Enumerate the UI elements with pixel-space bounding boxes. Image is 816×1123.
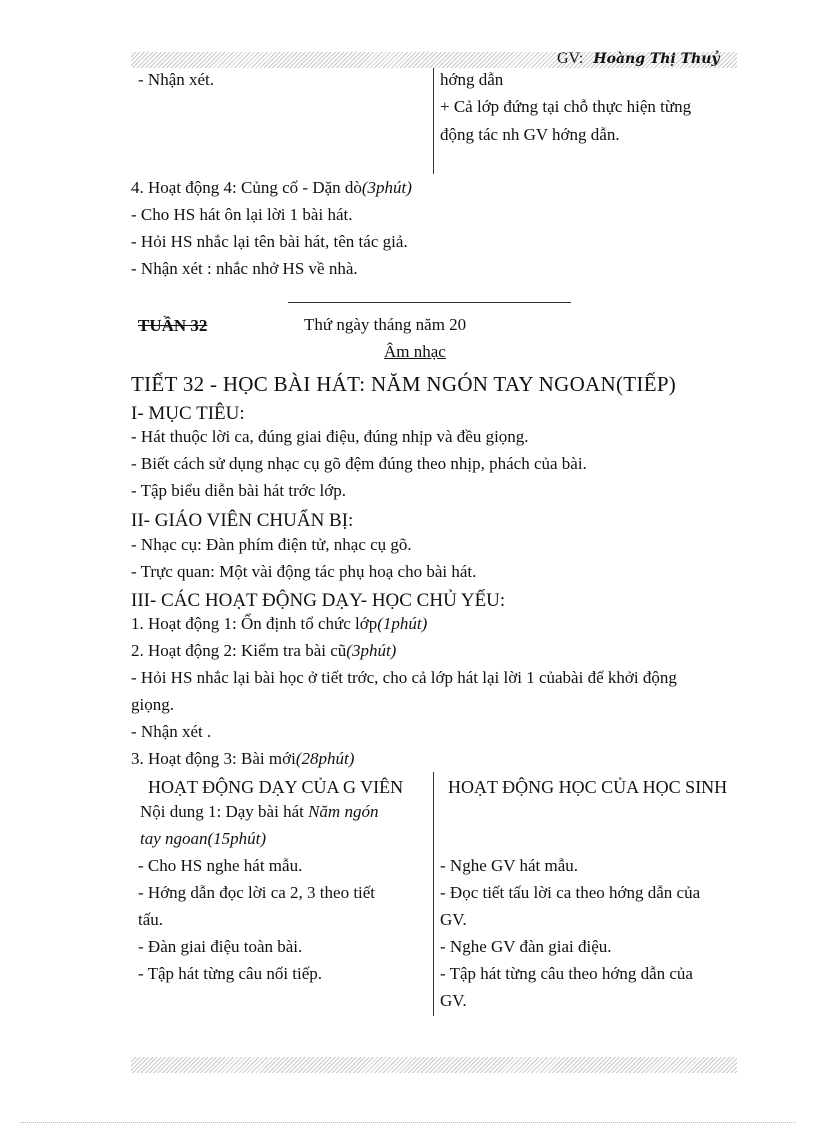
content-1-song: Năm ngón [308, 802, 379, 821]
section1-item-2: - Biết cách sử dụng nhạc cụ gõ đệm đúng theo nhịp, phách của bài. [131, 454, 587, 473]
table-row-3-right: - Nghe GV đàn giai điệu. [440, 937, 612, 956]
activity2-detail-3: - Nhận xét . [131, 722, 212, 741]
table-row-2-left-1: - Hớng dẫn đọc lời ca 2, 3 theo tiết [138, 883, 376, 902]
teacher-name: Hoàng Thị Thuỷ [593, 51, 720, 67]
content-1-prefix: Nội dung 1: Dạy bài hát [140, 802, 309, 821]
section1-heading: I- MỤC TIÊU: [131, 403, 245, 424]
activity2-line [131, 641, 396, 661]
table-header-student: HOẠT ĐỘNG HỌC CỦA HỌC SINH [448, 777, 728, 797]
activity4-item-2: - Hỏi HS nhắc lại tên bài hát, tên tác giả. [131, 232, 408, 251]
activity1-line [131, 614, 427, 634]
week-label: TUẦN 32 [138, 316, 208, 335]
footer-hatch-bar [131, 1057, 737, 1073]
activity2-time: (3phút) [346, 641, 397, 660]
table-row-4-right-1: - Tập hát từng câu theo hớng dẫn của [440, 964, 693, 983]
table-row-2-left-2: tấu. [138, 910, 164, 929]
activity2-detail-1: - Hỏi HS nhắc lại bài học ở tiết trớc, cho cả lớp hát lại lời 1 củabài để khởi động [131, 668, 677, 687]
section2-item-1: - Nhạc cụ: Đàn phím điện tử, nhạc cụ gõ. [131, 535, 412, 554]
activity4-time: (3phút) [361, 178, 412, 197]
top-table-divider [433, 68, 434, 174]
lesson-title: TIẾT 32 - HỌC BÀI HÁT: NĂM NGÓN TAY NGOAN(TIẾP) [131, 372, 677, 396]
section1-item-1: - Hát thuộc lời ca, đúng giai điệu, đúng nhịp và đều giọng. [131, 427, 529, 446]
activity3-line [131, 749, 354, 769]
activity1-time: (1phút) [377, 614, 428, 633]
subject-label: Âm nhạc [384, 342, 446, 361]
activity2-detail-2: giọng. [131, 695, 174, 714]
section3-heading: III- CÁC HOẠT ĐỘNG DẠY- HỌC CHỦ YẾU: [131, 590, 506, 611]
activity3-text: 3. Hoạt động 3: Bài mới [131, 749, 296, 768]
table-row-3-left: - Đàn giai điệu toàn bài. [138, 937, 303, 956]
table-row-2-right-2: GV. [440, 910, 467, 929]
content-1-line-1 [140, 802, 378, 822]
content-1-line-2: tay ngoan(15phút) [140, 829, 267, 848]
section-separator [288, 302, 571, 303]
table-row-1-right: - Nghe GV hát mẫu. [440, 856, 579, 875]
top-table-right-line-3: động tác nh GV hớng dẫn. [440, 125, 620, 144]
activity1-text: 1. Hoạt động 1: Ổn định tổ chức lớp [131, 614, 378, 633]
activity-table-divider [433, 772, 434, 1016]
teacher-credit [557, 50, 720, 68]
activity3-time: (28phút) [295, 749, 355, 768]
activity2-text: 2. Hoạt động 2: Kiểm tra bài cũ [131, 641, 347, 660]
top-table-right-line-1: hớng dẫn [440, 70, 504, 89]
date-line: Thứ ngày tháng năm 20 [304, 315, 467, 334]
table-header-teacher: HOẠT ĐỘNG DẠY CỦA G VIÊN [148, 777, 404, 797]
activity4-item-1: - Cho HS hát ôn lại lời 1 bài hát. [131, 205, 353, 224]
table-row-4-right-2: GV. [440, 991, 467, 1010]
top-table-right-line-2: + Cả lớp đứng tại chỗ thực hiện từng [440, 97, 692, 116]
section2-heading: II- GIÁO VIÊN CHUẨN BỊ: [131, 510, 354, 531]
teacher-label: GV: [557, 50, 584, 67]
table-row-1-left: - Cho HS nghe hát mẫu. [138, 856, 303, 875]
table-row-4-left: - Tập hát từng câu nối tiếp. [138, 964, 323, 983]
activity4-title [131, 178, 412, 198]
top-table-left-cell: - Nhận xét. [138, 70, 215, 89]
activity4-title-text: 4. Hoạt động 4: Củng cố - Dặn dò [131, 178, 362, 197]
activity4-item-3: - Nhận xét : nhắc nhở HS về nhà. [131, 259, 358, 278]
table-row-2-right-1: - Đọc tiết tấu lời ca theo hớng dẫn của [440, 883, 701, 902]
section2-item-2: - Trực quan: Một vài động tác phụ hoạ cho bài hát. [131, 562, 477, 581]
section1-item-3: - Tập biểu diễn bài hát trớc lớp. [131, 481, 346, 500]
